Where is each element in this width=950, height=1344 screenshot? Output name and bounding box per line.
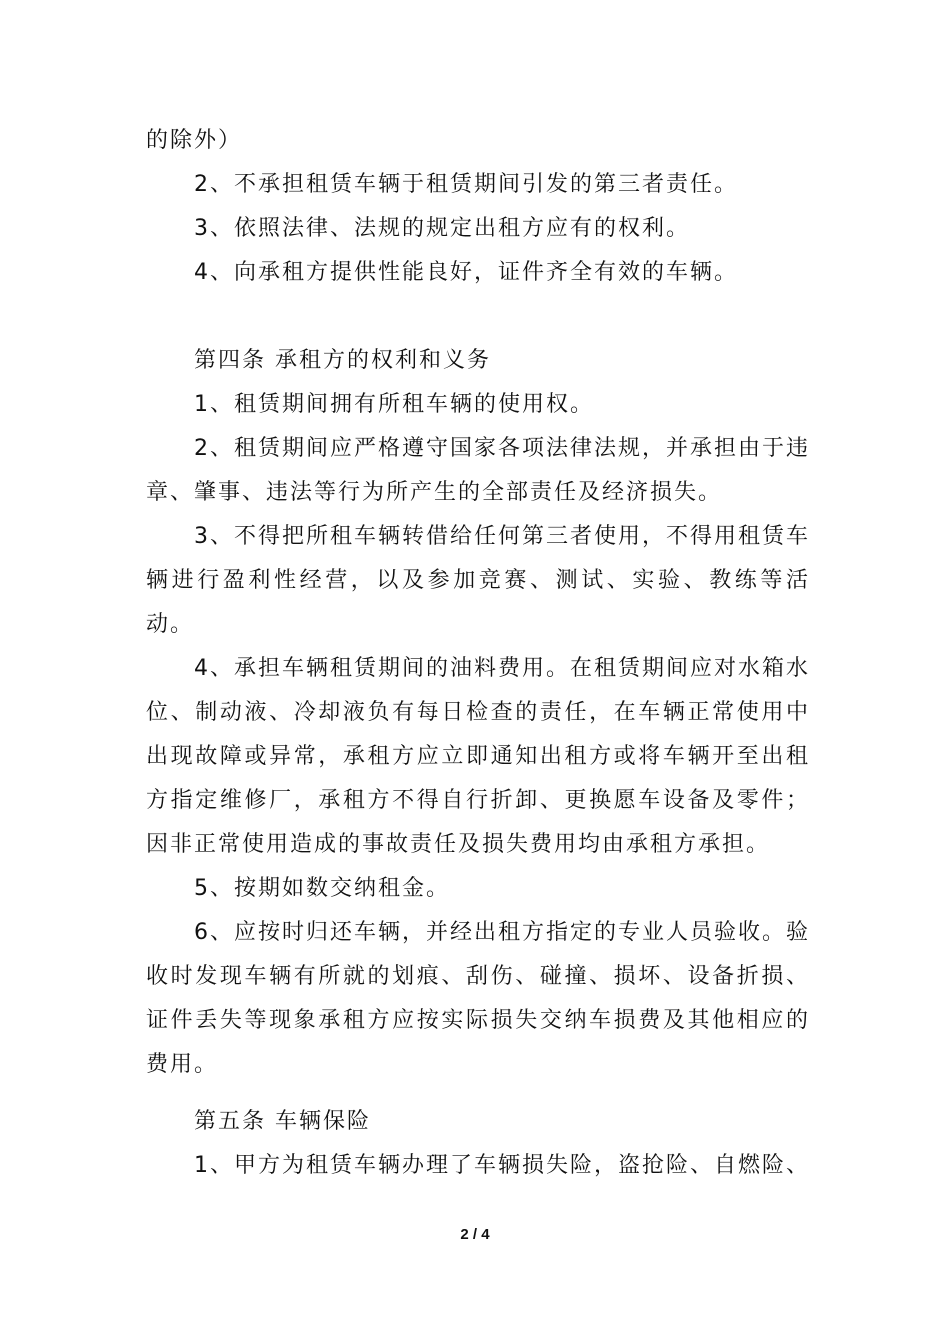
list-item: 5、按期如数交纳租金。: [194, 876, 450, 901]
list-item: 3、不得把所租车辆转借给任何第三者使用，不得用租赁车辆进行盈利性经营，以及参加竞赛、测试、实验、教练等活动。: [146, 524, 810, 637]
list-item: 2、不承担租赁车辆于租赁期间引发的第三者责任。: [194, 172, 738, 197]
list-item: 4、承担车辆租赁期间的油料费用。在租赁期间应对水箱水位、制动液、冷却液负有每日检查的责任，在车辆正常使用中出现故障或异常，承租方应立即通知出租方或将车辆开至出租方指定维修厂，承租方不得自行折卸、更换愿车设备及零件；因非正常使用造成的事故责任及损失费用均由承租方承担。: [146, 656, 810, 857]
list-item: 2、租赁期间应严格遵守国家各项法律法规，并承担由于违章、肇事、违法等行为所产生的全部责任及经济损失。: [146, 436, 810, 505]
continuation-line: 的除外）: [146, 128, 243, 153]
section3-tail: [146, 119, 810, 295]
section5: [146, 1100, 810, 1188]
section-heading: 第四条 承租方的权利和义务: [194, 348, 491, 373]
list-item: 1、租赁期间拥有所租车辆的使用权。: [194, 392, 594, 417]
page-number: 2 / 4: [460, 1226, 490, 1243]
section-heading: 第五条 车辆保险: [194, 1109, 371, 1134]
list-item: 3、依照法律、法规的规定出租方应有的权利。: [194, 216, 690, 241]
list-item: 6、应按时归还车辆，并经出租方指定的专业人员验收。验收时发现车辆有所就的划痕、刮伤、碰撞、损坏、设备折损、证件丢失等现象承租方应按实际损失交纳车损费及其他相应的费用。: [146, 920, 810, 1077]
section4: [146, 339, 810, 1087]
list-item: 1、甲方为租赁车辆办理了车辆损失险，盗抢险、自燃险、: [194, 1153, 810, 1178]
list-item: 4、向承租方提供性能良好，证件齐全有效的车辆。: [194, 260, 738, 285]
